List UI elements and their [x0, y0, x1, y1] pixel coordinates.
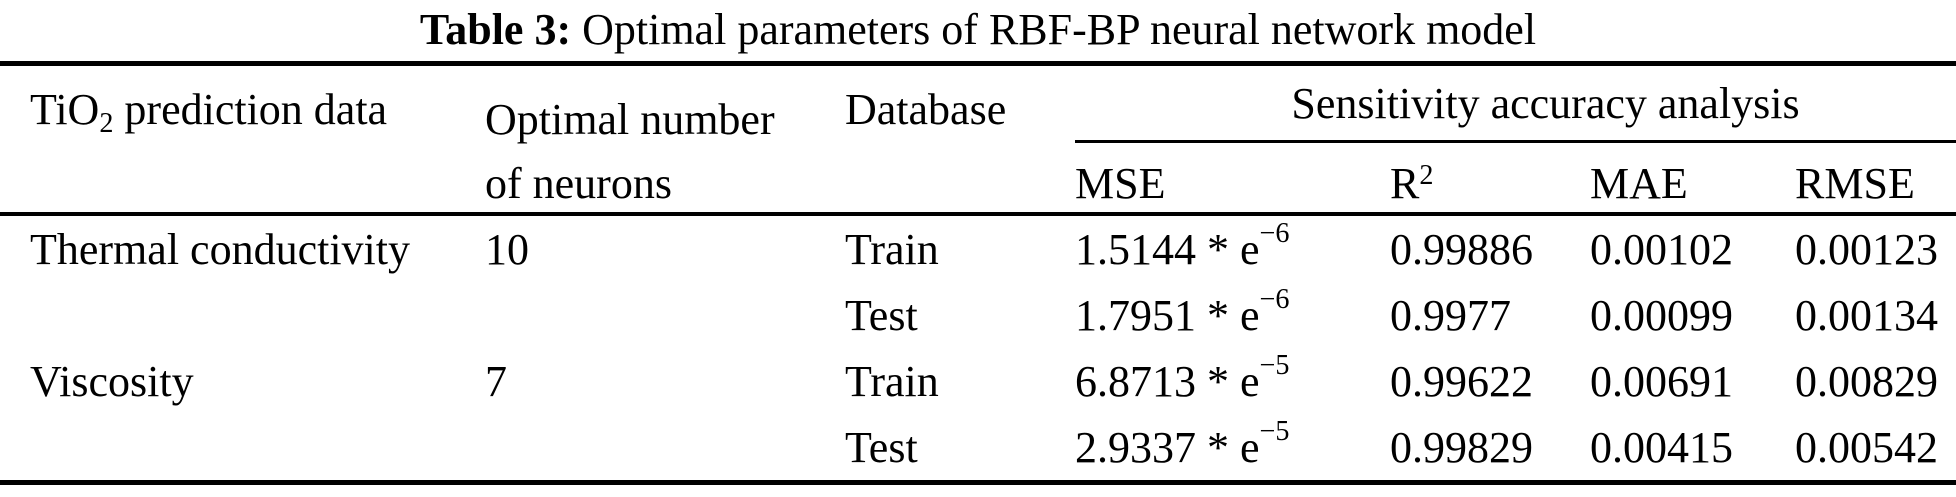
cell-mse: [1075, 348, 1390, 414]
header-mae: MAE: [1590, 159, 1688, 208]
header-optimal-neurons: [485, 66, 845, 212]
cell-database: Train: [845, 356, 939, 406]
cell-mae: 0.00102: [1590, 224, 1733, 274]
mse-base: 2.9337 * e: [1075, 422, 1260, 472]
cell-material: Viscosity: [30, 356, 194, 406]
cell-mse: [1075, 216, 1390, 282]
table-caption-text: Optimal parameters of RBF-BP neural network model: [571, 5, 1537, 54]
cell-rmse: 0.00134: [1795, 290, 1938, 340]
header-r-squared: [1390, 143, 1590, 212]
table-header: [0, 61, 1956, 216]
cell-rmse: 0.00123: [1795, 224, 1938, 274]
cell-rmse: 0.00829: [1795, 356, 1938, 406]
cell-database: Test: [845, 290, 918, 340]
cell-r2: 0.99829: [1390, 422, 1533, 472]
cell-mse: [1075, 282, 1390, 348]
cell-mse: [1075, 414, 1390, 480]
header-prediction-data: [30, 66, 485, 212]
cell-database: Train: [845, 224, 939, 274]
mse-exponent: −5: [1259, 415, 1290, 447]
header-tio-subscript: 2: [99, 107, 114, 139]
cell-r2: 0.9977: [1390, 290, 1511, 340]
cell-rmse: 0.00542: [1795, 422, 1938, 472]
header-optimal-neurons-line2: of neurons: [485, 159, 672, 208]
mse-exponent: −6: [1259, 217, 1290, 249]
header-mse: MSE: [1075, 159, 1166, 208]
header-r-base: R: [1390, 159, 1420, 208]
cell-r2: 0.99886: [1390, 224, 1533, 274]
table-body: [0, 216, 1956, 485]
mse-base: 1.7951 * e: [1075, 290, 1260, 340]
cell-r2: 0.99622: [1390, 356, 1533, 406]
cell-material: [30, 282, 485, 348]
header-prediction-data-rest: prediction data: [113, 85, 388, 134]
table-caption: [0, 0, 1956, 61]
header-tio-base: TiO: [30, 85, 100, 134]
header-sensitivity-label: Sensitivity accuracy analysis: [1291, 79, 1800, 128]
cell-neurons: [485, 282, 845, 348]
table-caption-label: Table 3:: [419, 5, 572, 54]
header-database: Database: [845, 85, 1007, 134]
cell-database: Test: [845, 422, 918, 472]
header-r-superscript: 2: [1419, 160, 1434, 192]
cell-neurons: 10: [485, 224, 529, 274]
mse-exponent: −5: [1259, 349, 1290, 381]
cell-neurons: [485, 414, 845, 480]
mse-base: 1.5144 * e: [1075, 224, 1260, 274]
mse-base: 6.8713 * e: [1075, 356, 1260, 406]
cell-mae: 0.00415: [1590, 422, 1733, 472]
header-rmse: RMSE: [1795, 159, 1915, 208]
mse-exponent: −6: [1259, 283, 1290, 315]
cell-mae: 0.00099: [1590, 290, 1733, 340]
cell-material: Thermal conductivity: [30, 224, 410, 274]
header-sensitivity-group: [1075, 66, 1956, 143]
cell-neurons: 7: [485, 356, 507, 406]
cell-material: [30, 414, 485, 480]
header-optimal-neurons-line1: Optimal number: [485, 95, 775, 144]
cell-mae: 0.00691: [1590, 356, 1733, 406]
